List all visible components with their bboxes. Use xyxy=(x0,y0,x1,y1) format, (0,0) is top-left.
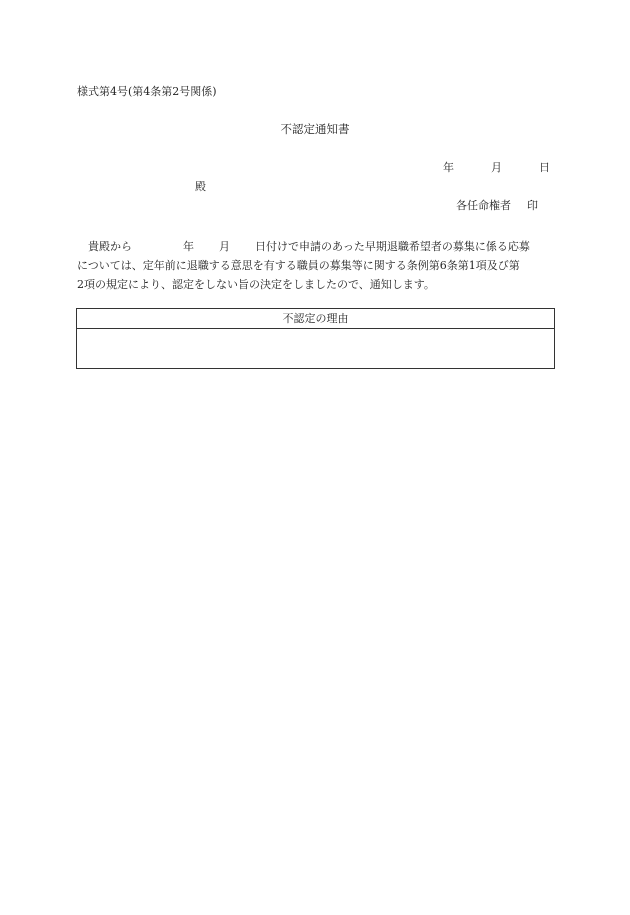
body-line-1-end: 日付けで申請のあった早期退職希望者の募集に係る応募 xyxy=(255,240,530,253)
date-year-label: 年 xyxy=(443,161,454,174)
document-title: 不認定通知書 xyxy=(280,122,350,136)
body-line-1-start: 貴殿から xyxy=(88,240,132,253)
form-number: 様式第4号(第4条第2号関係) xyxy=(77,85,217,98)
body-line-1-year: 年 xyxy=(183,240,194,253)
issuer-name: 各任命権者 xyxy=(456,199,511,212)
addressee-suffix: 殿 xyxy=(195,180,206,193)
reason-table xyxy=(76,308,555,369)
notice-body xyxy=(77,237,559,294)
body-line-1 xyxy=(77,237,559,256)
date-month-label: 月 xyxy=(491,161,502,174)
body-line-2: については、定年前に退職する意思を有する職員の募集等に関する条例第6条第1項及び第 xyxy=(77,259,520,272)
seal-mark: 印 xyxy=(527,199,538,212)
reason-table-content xyxy=(77,329,554,368)
date-day-label: 日 xyxy=(539,161,550,174)
reason-table-header: 不認定の理由 xyxy=(77,309,554,329)
body-line-1-month: 月 xyxy=(219,240,230,253)
body-line-3: 2項の規定により、認定をしない旨の決定をしましたので、通知します。 xyxy=(77,278,435,291)
